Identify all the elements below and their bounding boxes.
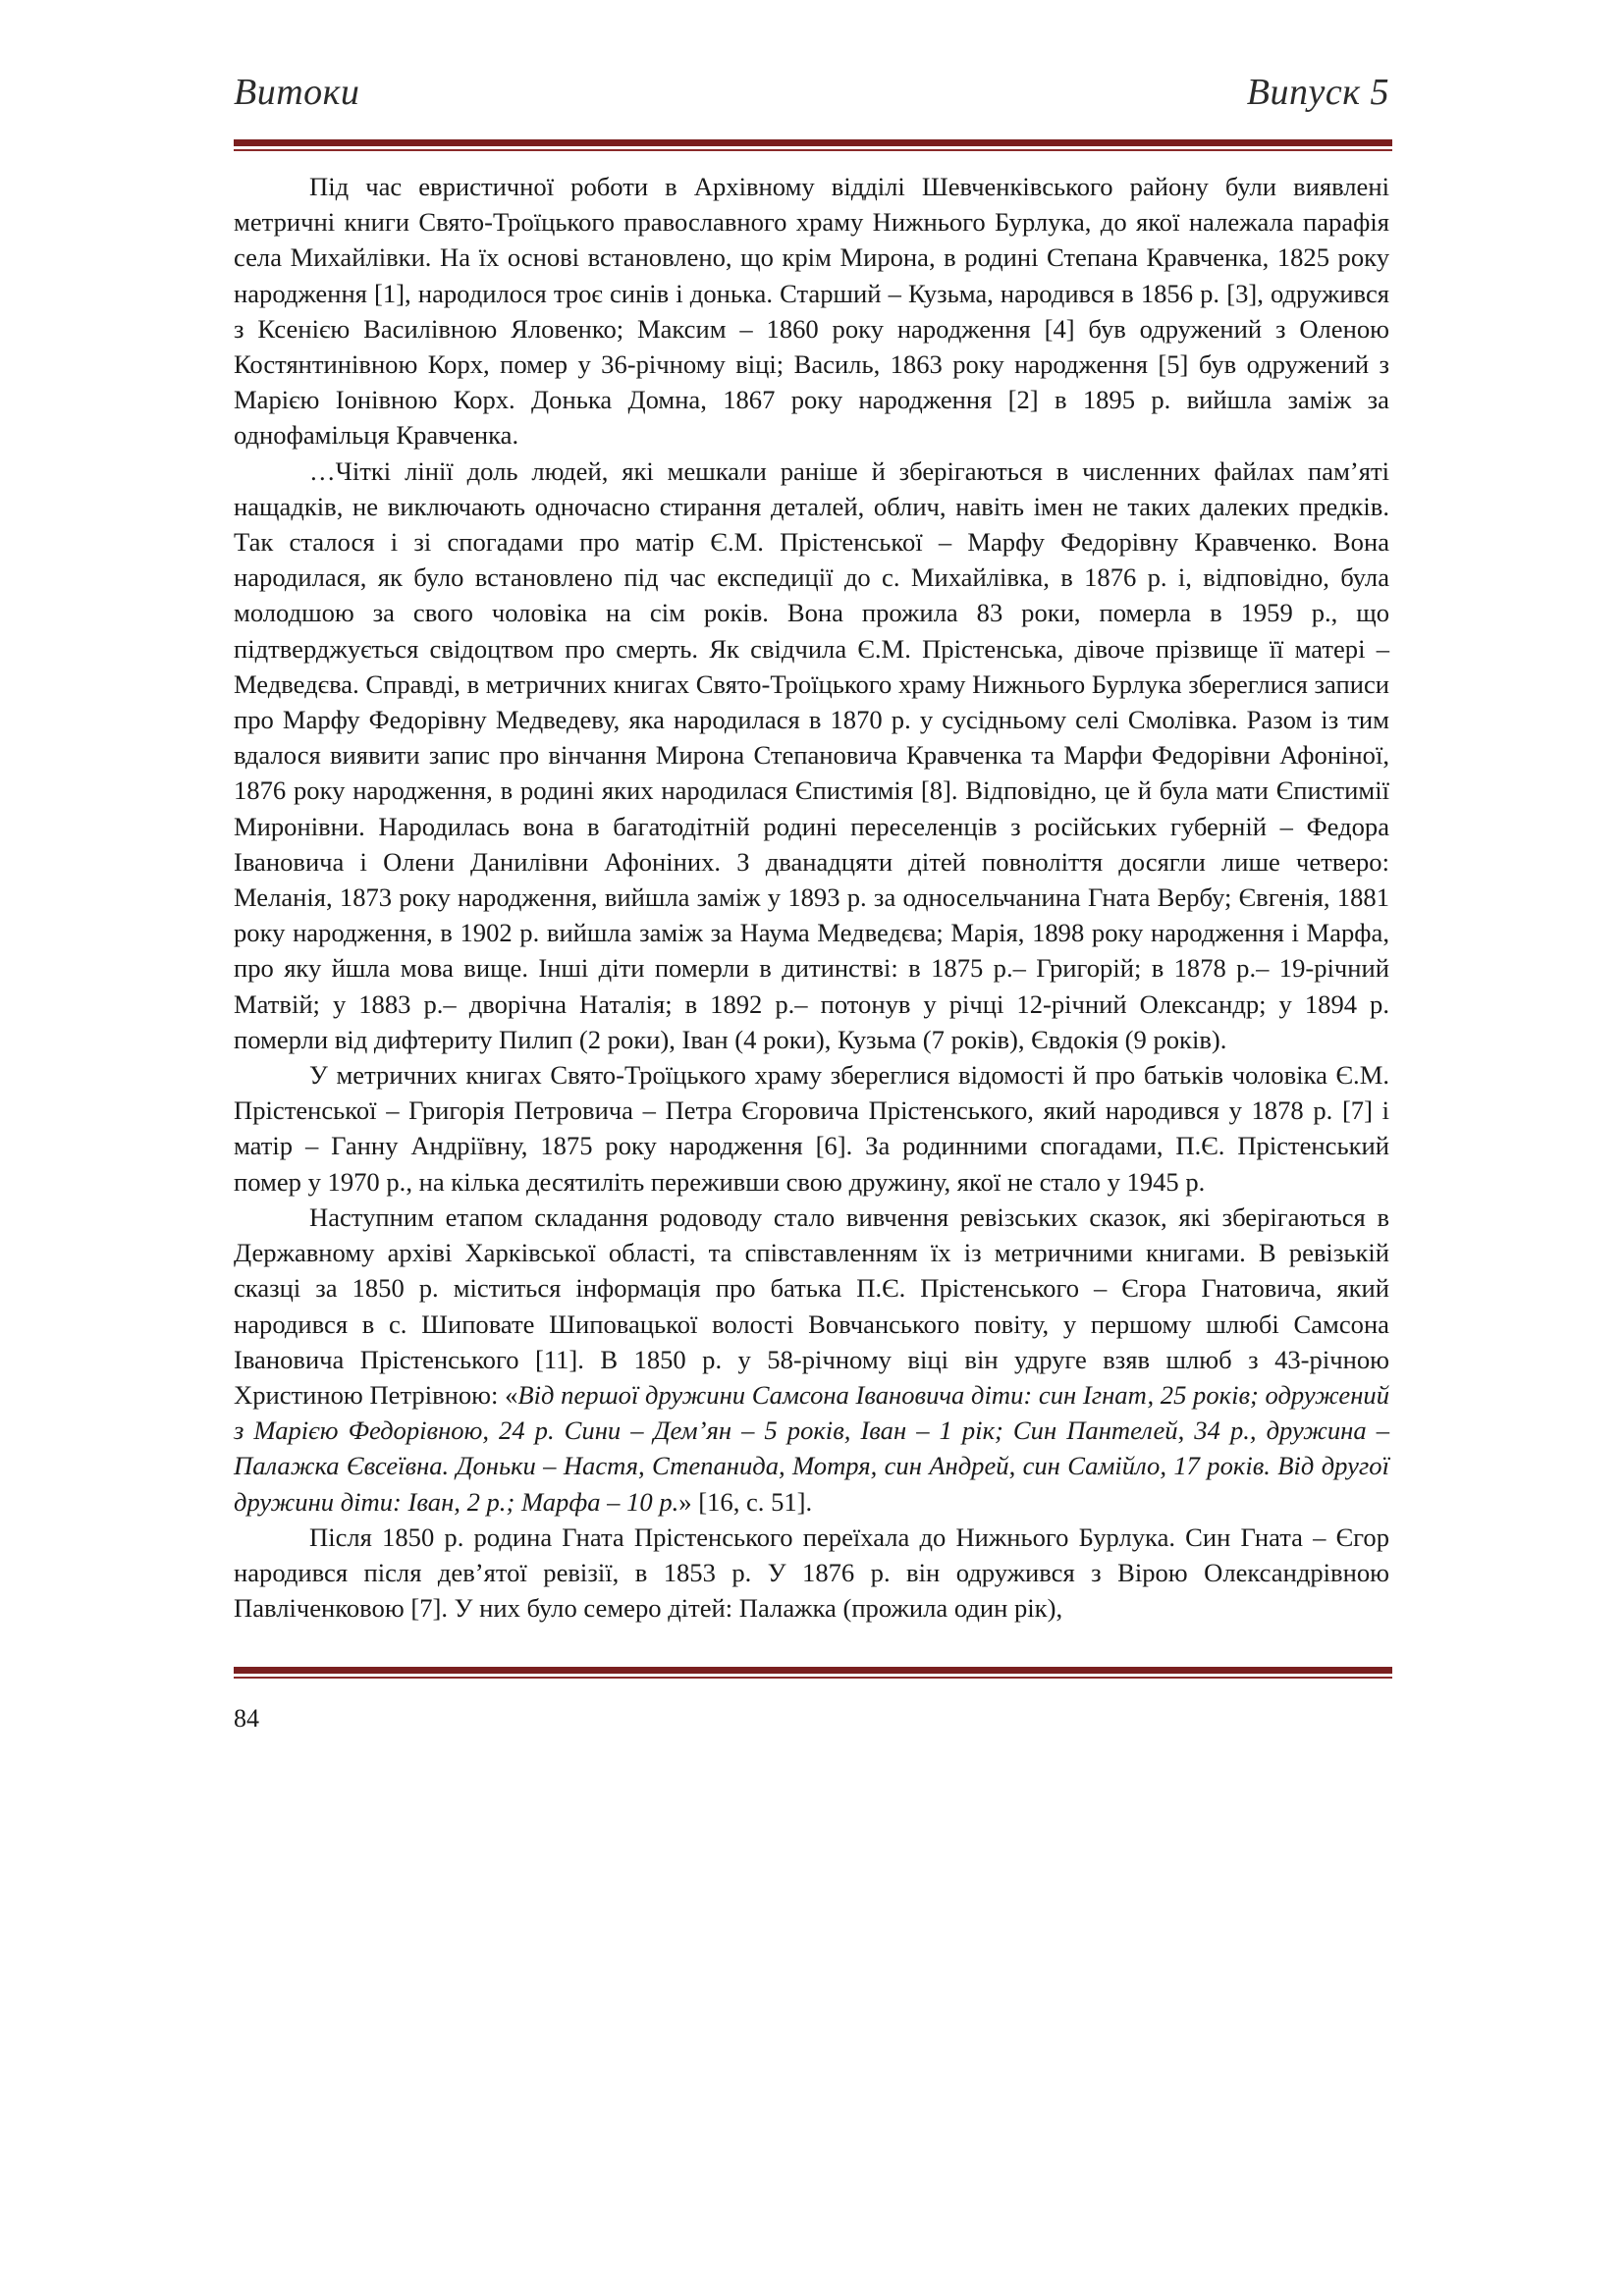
footer-rule [234, 1667, 1392, 1679]
header-rule-thick [234, 139, 1392, 146]
footer-rule-thin [234, 1677, 1392, 1679]
running-header [234, 71, 1389, 130]
citation: » [16, с. 51]. [678, 1486, 813, 1517]
paragraph: У метричних книгах Свято-Троїцького храму збереглися відомості й про батьків чоловіка Є.М. Прістенської – Григорія Петровича – Петра Єгоровича Прістенського, який народився у 1878 р. [7] і матір – Ганну Андріївну, 1875 року народження [6]. За родинними спогадами, П.Є. Прістенський помер у 1970 р., на кілька десятиліть переживши свою дружину, якої не стало у 1945 р. [234, 1060, 1389, 1197]
article-body [234, 169, 1389, 1626]
journal-title: Витоки [234, 72, 360, 113]
paragraph [234, 1200, 1389, 1520]
paragraph: …Чіткі лінії доль людей, які мешкали раніше й зберігаються в численних файлах пам’яті нащадків, не виключають одночасно стирання деталей, облич, навіть імен не таких далеких предків. Так сталося і зі спогадами про матір Є.М. Прістенської – Марфу Федорівну Кравченко. Вона народилася, як було встановлено під час експедиції до с. Михайлівка, в 1876 р. і, відповідно, була молодшою за свого чоловіка на сім років. Вона прожила 83 роки, померла в 1959 р., що підтверджується свідоцтвом про смерть. Як свідчила Є.М. Прістенська, дівоче прізвище її матері – Медведєва. Справді, в метричних книгах Свято-Троїцького храму Нижнього Бурлука збереглися записи про Марфу Федорівну Медведеву, яка народилася в 1870 р. у сусідньому селі Смолівка. Разом із тим вдалося виявити запис про вінчання Мирона Степановича Кравченка та Марфи Федорівни Афоніної, 1876 року народження, в родині яких народилася Єпистимія [8]. Відповідно, це й була мати Єпистимії Миронівни. Народилась вона в багатодітній родині переселенців з російських губерній – Федора Івановича і Олени Данилівни Афоніних. З дванадцяти дітей повноліття досягли лише четверо: Меланія, 1873 року народження, вийшла заміж у 1893 р. за односельчанина Гната Вербу; Євгенія, 1881 року народження, в 1902 р. вийшла заміж за Наума Медведєва; Марія, 1898 року народження і Марфа, про яку йшла мова вище. Інші діти померли в дитинстві: в 1875 р.– Григорій; в 1878 р.– 19-річний Матвій; у 1883 р.– дворічна Наталія; в 1892 р.– потонув у річці 12-річний Олександр; у 1894 р. померли від дифтериту Пилип (2 роки), Іван (4 роки), Кузьма (7 років), Євдокія (9 років). [234, 455, 1389, 1054]
archival-quote: Від першої дружини Самсона Івановича діти: син Ігнат, 25 років; одружений з Марією Федорівною, 24 р. Сини – Дем’ян – 5 років, Іван – 1 рік; Син Пантелей, 34 р., дружина – Палажка Євсеївна. Доньки – Настя, Степанида, Мотря, син Андрей, син Самійло, 17 років. Від другої дружини діти: Іван, 2 р.; Марфа – 10 р. [234, 1379, 1389, 1517]
footer-rule-thick [234, 1667, 1392, 1674]
header-rule-thin [234, 149, 1392, 151]
paragraph: Після 1850 р. родина Гната Прістенського переїхала до Нижнього Бурлука. Син Гната – Єгор народився після дев’ятої ревізії, в 1853 р. У 1876 р. він одружився з Вірою Олександрівною Павліченковою [7]. У них було семеро дітей: Палажка (прожила один рік), [234, 1522, 1389, 1624]
paragraph-text: Наступним етапом складання родоводу стало вивчення ревізських сказок, які зберігаються в Державному архіві Харківської області, та співставленням їх із метричними книгами. В ревізькій сказці за 1850 р. міститься інформація про батька П.Є. Прістенського – Єгора Гнатовича, який народився в с. Шиповате Шиповацької волості Вовчанського повіту, у першому шлюбі Самсона Івановича Прістенського [11]. В 1850 р. у 58-річному віці він удруге взяв шлюб з 43-річною Христиною Петрівною: « [234, 1201, 1389, 1410]
issue-label: Випуск 5 [1246, 72, 1389, 113]
header-rule [234, 139, 1392, 151]
paragraph: Під час евристичної роботи в Архівному відділі Шевченківського району були виявлені метричні книги Свято-Троїцького православного храму Нижнього Бурлука, до якої належала парафія села Михайлівки. На їх основі встановлено, що крім Мирона, в родині Степана Кравченка, 1825 року народження [1], народилося троє синів і донька. Старший – Кузьма, народився в 1856 р. [3], одружився з Ксенією Василівною Яловенко; Максим – 1860 року народження [4] був одружений з Оленою Костянтинівною Корх, помер у 36-річному віці; Василь, 1863 року народження [5] був одружений з Марією Іонівною Корх. Донька Домна, 1867 року народження [2] в 1895 р. вийшла заміж за однофамільця Кравченка. [234, 172, 1389, 451]
page-number: 84 [234, 1704, 259, 1733]
